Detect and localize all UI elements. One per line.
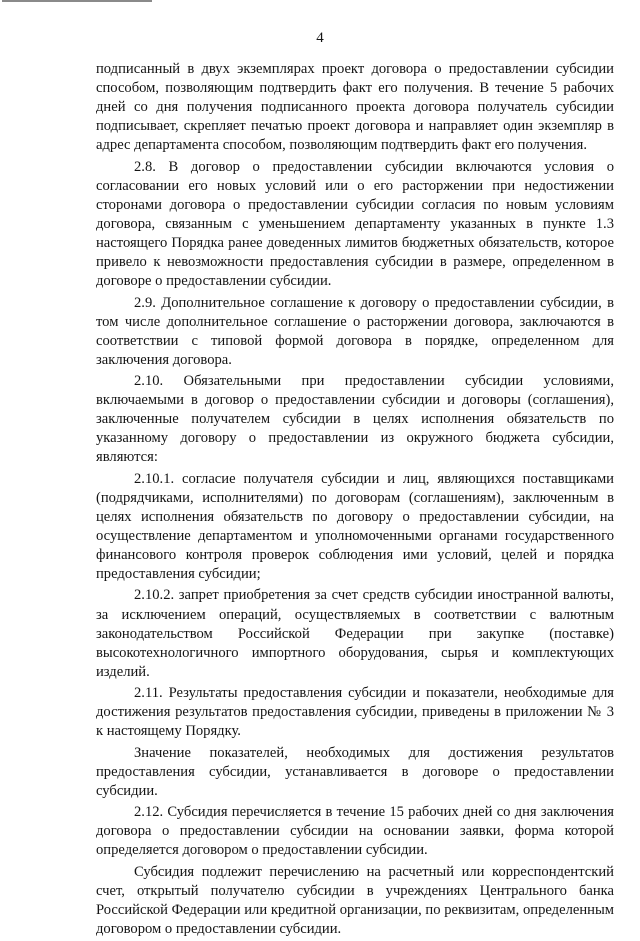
paragraph-2-8: 2.8. В договор о предоставлении субсидии включаются условия о согласовании его новых условий или о его расторжении при недостижении сторонами договора о предоставлении субсидии согласия по новым условиям договора, связанным с уменьшением департаменту указанных в пункте 1.3 настоящего Порядка ранее доведенных лимитов бюджетных обязательств, которое привело к невозможности предоставления субсидии в размере, определенном в договоре о предоставлении субсидии. xyxy=(96,158,614,290)
paragraph-2-12: 2.12. Субсидия перечисляется в течение 15 рабочих дней со дня заключения договора о предоставлении субсидии на основании заявки, форма которой определяется договором о предоставлении субсидии. xyxy=(96,804,614,859)
paragraph-2-10-1: 2.10.1. согласие получателя субсидии и лиц, являющихся поставщиками (подрядчиками, исполнителями) по договорам (соглашениям), заключенным в целях исполнения обязательств по договору о предоставлении субсидии, на осуществление департаментом и уполномоченными органами государственного финансового контроля проверок соблюдения ими условий, целей и порядка предоставления субсидии; xyxy=(96,470,614,583)
paragraph-continuation: подписанный в двух экземплярах проект договора о предоставлении субсидии способом, позволяющим подтвердить факт его получения. В течение 5 рабочих дней со дня получения подписанного проекта договора получатель субсидии подписывает, скрепляет печатью проект договора и направляет один экземпляр в адрес департамента способом, позволяющим подтвердить факт его получения. xyxy=(96,61,614,154)
paragraph-2-9: 2.9. Дополнительное соглашение к договору о предоставлении субсидии, в том числе дополнительное соглашение о расторжении договора, заключаются в соответствии с типовой формой договора в порядке, определенном для заключения договора. xyxy=(96,294,614,368)
paragraph-2-10-2: 2.10.2. запрет приобретения за счет средств субсидии иностранной валюты, за исключением операций, осуществляемых в соответствии с валютным законодательством Российской Федерации при закупке (поставке) высокотехнологичного импортного оборудования, сырья и комплектующих изделий. xyxy=(96,587,614,680)
page-number: 4 xyxy=(316,30,324,46)
paragraph-2-11: 2.11. Результаты предоставления субсидии и показатели, необходимые для достижения результатов предоставления субсидии, приведены в приложении № 3 к настоящему Порядку. xyxy=(96,685,614,740)
paragraph-transfer-account: Субсидия подлежит перечислению на расчетный или корреспондентский счет, открытый получателю субсидии в учреждениях Центрального банка Российской Федерации или кредитной организации, по реквизитам, определенным договором о предоставлении субсидии. xyxy=(96,863,614,937)
paragraph-2-10: 2.10. Обязательными при предоставлении субсидии условиями, включаемыми в договор о предоставлении субсидии и договоры (соглашения), заключенные получателем субсидии в целях исполнения обязательств по указанному договору о предоставлении из окружного бюджета субсидии, являются: xyxy=(96,373,614,466)
paragraph-indicator-values: Значение показателей, необходимых для достижения результатов предоставления субсидии, устанавливается в договоре о предоставлении субсидии. xyxy=(96,744,614,799)
document-body xyxy=(96,60,614,941)
scan-edge-mark xyxy=(2,0,152,2)
